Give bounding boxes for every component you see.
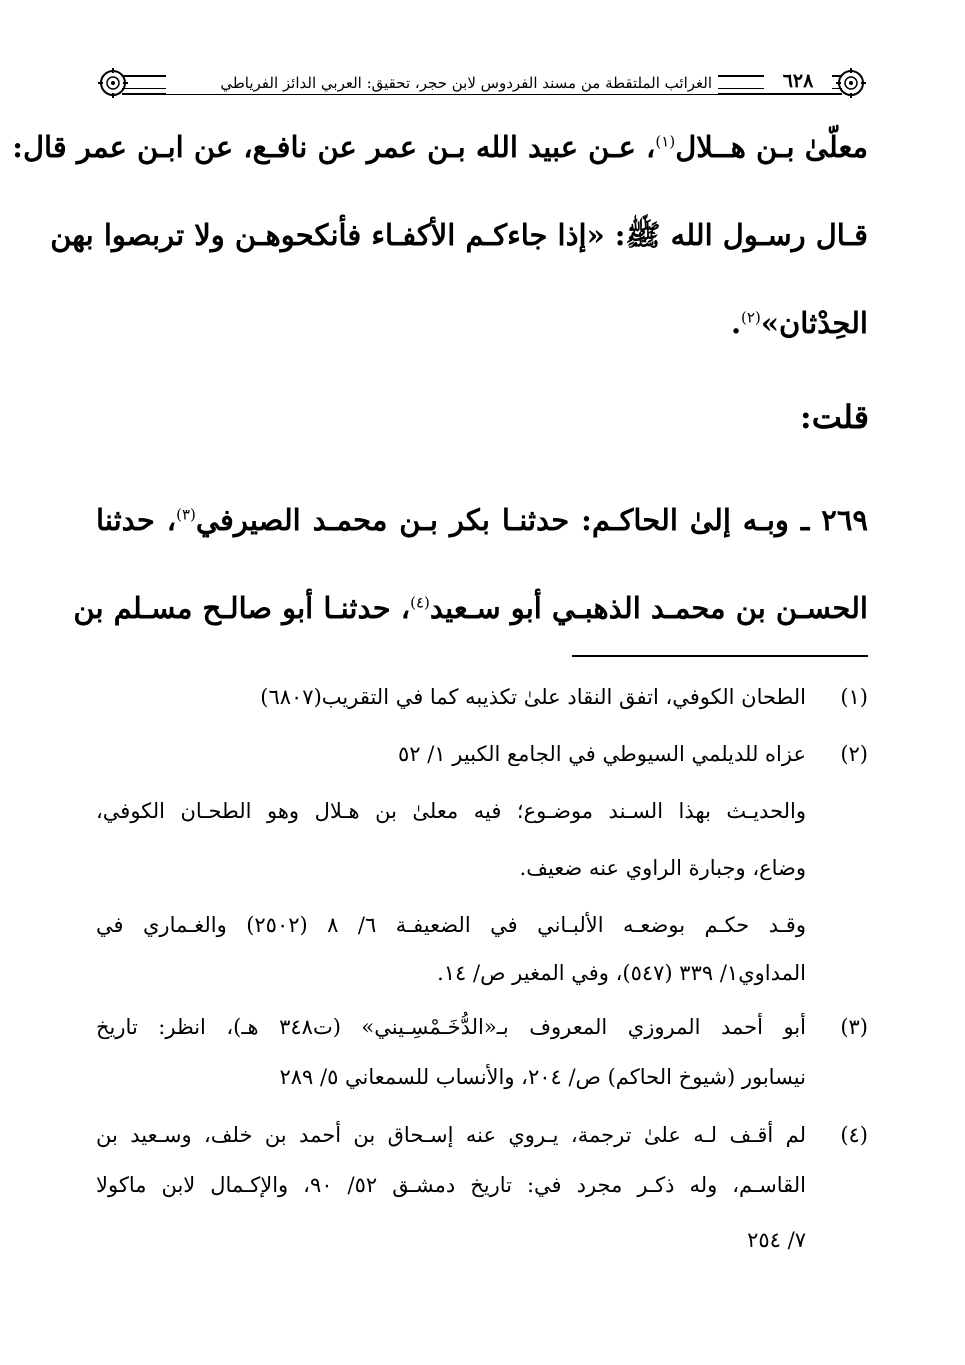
footnote-line: ٧/ ٢٥٤ <box>747 1228 806 1252</box>
footnote-line: والحديـث بهذا السـند موضـوع؛ فيه معلىٰ بن هـلال وهو الطحـان الكوفي، <box>96 799 806 823</box>
footnote-line: القاسـم، وله ذكـر مجرد في: تاريخ دمشـق ٥٢/ ٩٠، والإكـمال لابن ماكولا <box>96 1173 806 1197</box>
footnote-marker: (١) <box>655 132 676 151</box>
footnote-line: المداوي١/ ٣٣٩ (٥٤٧)، وفي المغير ص/ ١٤. <box>437 961 806 985</box>
section-heading: قلت: <box>799 398 869 436</box>
footnote-separator <box>572 655 868 657</box>
footnote-line: نيسابور (شيوخ الحاكم) ص/ ٢٠٤، والأنساب للسمعاني ٥/ ٢٨٩ <box>279 1065 806 1089</box>
footnote-number: (٣) <box>840 1015 868 1039</box>
footnote-number: (١) <box>840 685 868 709</box>
running-header <box>96 58 868 108</box>
header-title: الغرائب الملتقطة من مسند الفردوس لابن حجر، تحقيق: العربي الدائز الفرياطي <box>166 72 718 94</box>
footnote-line: أبو أحمد المروزي المعروف بـ«الدُّخَـمْسِـيني» (ت٣٤٨ هـ)، انظر: تاريخ <box>96 1015 806 1039</box>
page-number: ٦٢٨ <box>764 70 832 92</box>
footnote-line: وقـد حكـم بوضعـه الألبـاني في الضعيفـة ٦/ ٨ (٢٥٠٢) والغـماري في <box>96 913 806 937</box>
footnote-line: وضاع، وجبارة الراوي عنه ضعيف. <box>519 856 806 880</box>
text-line: ٢٦٩ ـ وبـه إلىٰ الحاكـم: حدثنـا بكر بـن محمـد الصيرفي$^{(٣)}$، حدثنا <box>96 503 869 537</box>
left-ornament-icon <box>96 66 130 100</box>
right-ornament-icon <box>834 66 868 100</box>
footnote-line: لم أقـف لـه علىٰ ترجمة، يـروي عنه إسـحاق بن أحمد بن خلف، وسـعيد بن <box>96 1123 806 1147</box>
footnote-marker: (٣) <box>176 505 196 524</box>
footnote-marker: (٢) <box>741 308 761 327</box>
text-line: معلّىٰ بـن هــلال$^{(١)}$، عـن عبيد الله بـن عمر عن نافـع، عن ابـن عمر قال: <box>12 130 868 164</box>
text-line: الحسـن بن محمـد الذهبـي أبو سـعيد$^{(٤)}$، حدثنـا أبو صالـح مسـلم بن <box>73 591 868 625</box>
text-line: الحِدْثان»$^{(٢)}$. <box>730 306 868 340</box>
footnote-line: عزاه للديلمي السيوطي في الجامع الكبير ١/ ٥٢ <box>397 742 806 766</box>
text-line: قـال رسـول الله ﷺ: «إذا جاءكـم الأكفـاء فأنكحوهـن ولا تربصوا بهن <box>50 218 868 252</box>
footnote-number: (٤) <box>840 1123 868 1147</box>
footnote-number: (٢) <box>840 742 868 766</box>
footnote-line: الطحان الكوفي، اتفق النقاد علىٰ تكذيبه كما في التقريب(٦٨٠٧) <box>260 685 806 709</box>
footnote-marker: (٤) <box>410 593 430 612</box>
